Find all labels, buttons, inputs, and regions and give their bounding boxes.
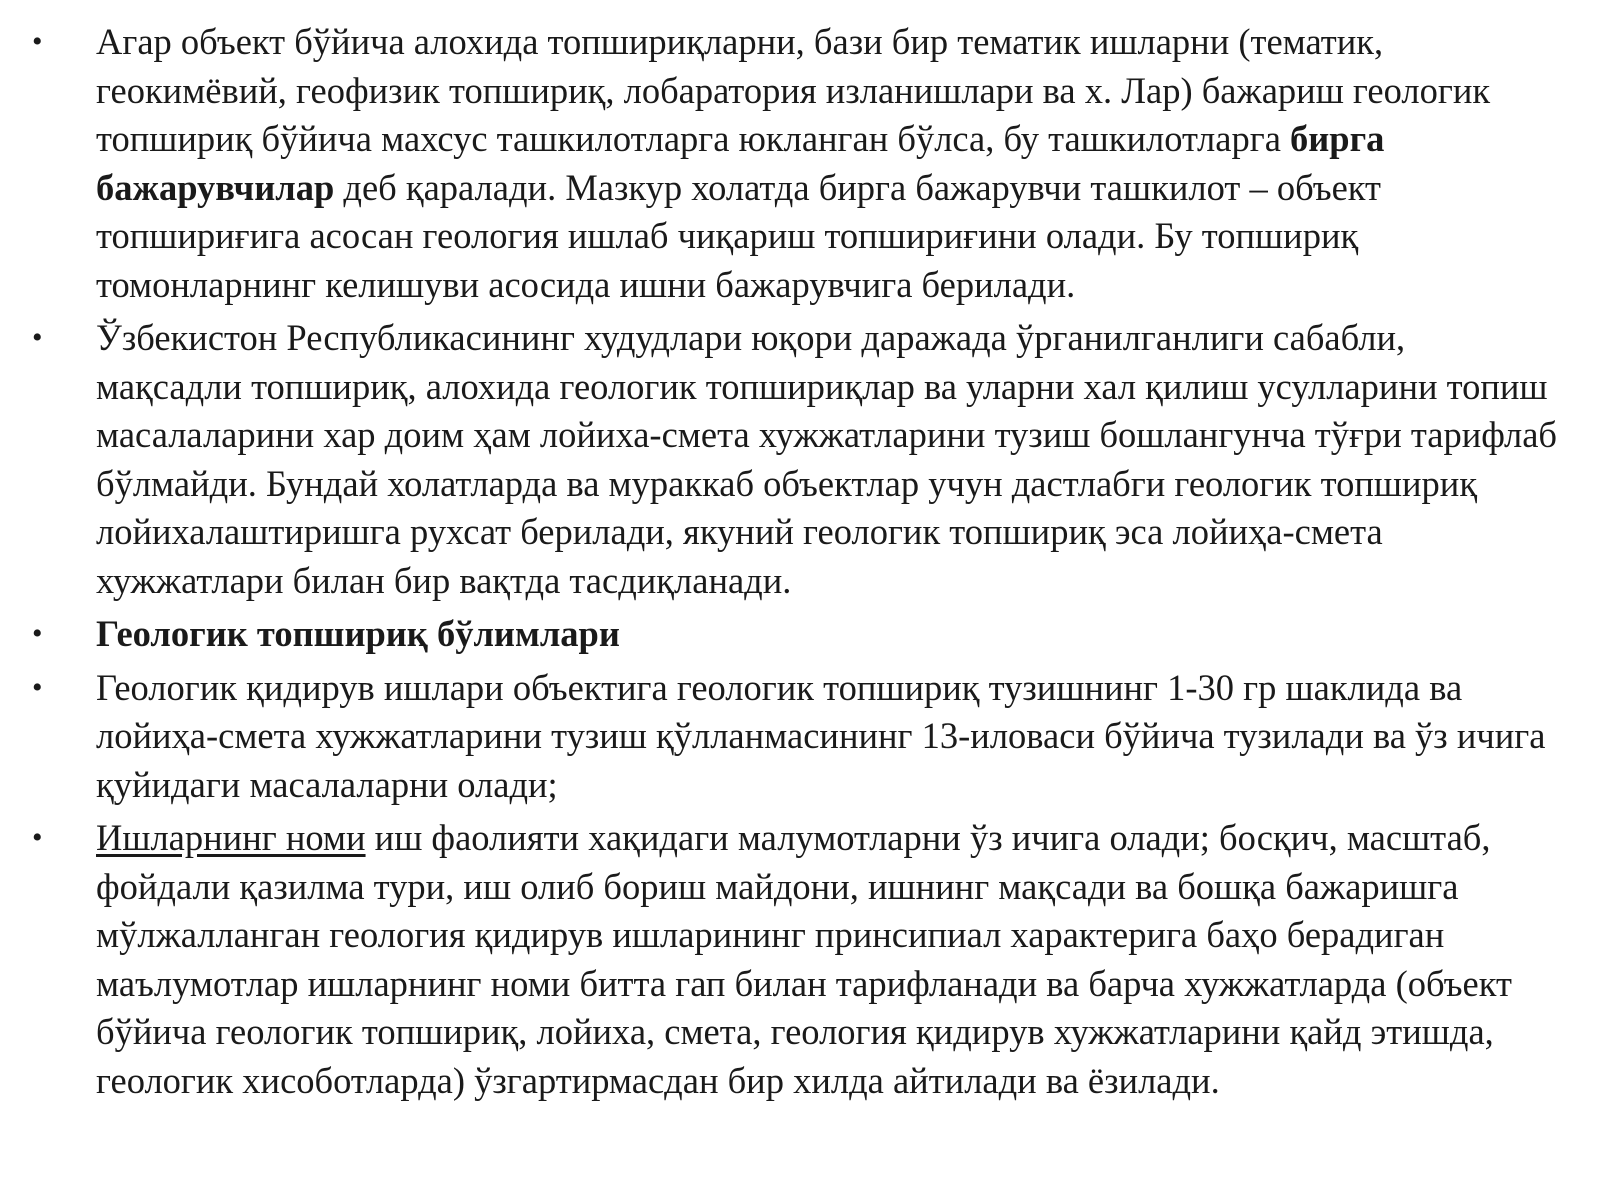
paragraph-text: Ўзбекистон Республикасининг худудлари юқори даражада ўрганилганлиги сабабли, мақсадли топшириқ, алохида геологик топшириқлар ва уларни хал қилиш усулларини топиш масалаларини хар доим ҳам лойиха-смета хужжатларини тузиш бошлангунча тўғри тарифлаб бўлмайди. Бундай холатларда ва мураккаб объектлар учун дастлабги геологик топшириқ лойихалаштиришга рухсат берилади, якуний геологик топшириқ эса лойиҳа-смета хужжатлари билан бир вақтда тасдиқланади. [96,317,1557,601]
list-item-co-executors [30,18,1560,309]
paragraph-text: иш фаолияти хақидаги малумотларни ўз ичига олади; босқич, масштаб, фойдали қазилма тури, иш олиб бориш майдони, ишнинг мақсади ва бошқа бажаришга мўлжалланган геология қидирув ишларининг принсипиал характерига баҳо берадиган маълумотлар ишларнинг номи битта гап билан тарифланади ва барча хужжатларда (объект бўйича геологик топшириқ, лойиха, смета, геология қидирув хужжатларини қайд этишда, геологик хисоботларда) ўзгартирмасдан бир хилда айтилади ва ёзилади. [96,817,1512,1101]
list-item-work-name [30,814,1560,1105]
bullet-icon: • [32,617,43,650]
bullet-icon: • [32,821,43,854]
bullet-icon: • [32,321,43,354]
paragraph-text: Агар объект бўйича алохида топшириқларни, бази бир тематик ишларни (тематик, геокимёвий, геофизик топшириқ, лобаратория изланишлари ва х. Лар) бажариш геологик топшириқ бўйича махсус ташкилотларга юкланган бўлса, бу ташкилотларга [96,21,1491,159]
list-item-preliminary-task [30,314,1560,605]
section-heading: Геологик топшириқ бўлимлари [96,613,620,654]
list-item-form-description [30,664,1560,810]
underlined-term: Ишларнинг номи [96,817,366,858]
bullet-icon: • [32,25,43,58]
bullet-list [30,18,1560,1105]
paragraph-text: деб қаралади. Мазкур холатда бирга бажарувчи ташкилот – объект топшириғига асосан геология ишлаб чиқариш топшириғини олади. Бу топшириқ томонларнинг келишуви асосида ишни бажарувчига берилади. [96,166,1382,305]
bullet-icon: • [32,670,43,704]
bold-term: бирга бажарувчилар [96,118,1385,208]
paragraph-text: Геологик қидирув ишлари объектига геологик топшириқ тузишнинг 1-30 гр шаклида ва лойиҳа-смета хужжатларини тузиш қўлланмасининг 13-иловаси бўйича тузилади ва ўз ичига қуйидаги масалаларни олади; [96,666,1546,805]
list-item-section-heading [30,610,1560,659]
